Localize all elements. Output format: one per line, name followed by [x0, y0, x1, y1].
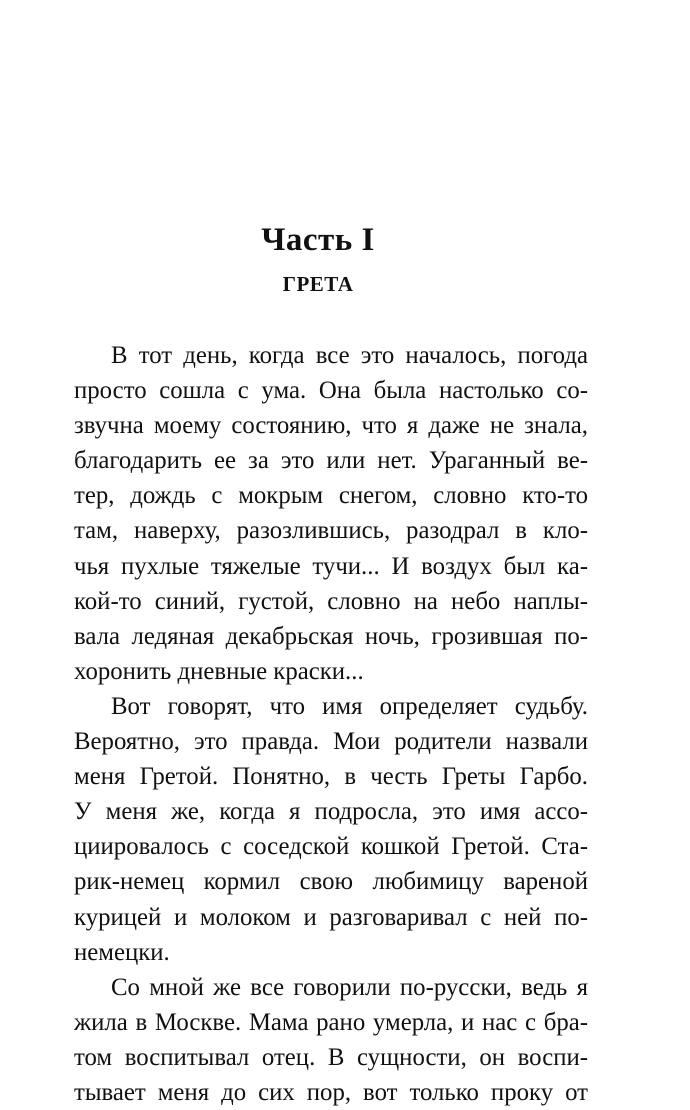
text-line: звучна моему состоянию, что я даже не знала, — [74, 412, 588, 440]
text-line: тер, дождь с мокрым снегом, словно кто-то — [74, 482, 588, 510]
text-line: чья пухлые тяжелые тучи... И воздух был ка- — [74, 552, 588, 580]
body-text — [74, 338, 588, 1110]
part-title: Часть I — [261, 222, 375, 258]
text-line: курицей и молоком и разговаривал с ней по- — [74, 903, 588, 931]
text-line: кой-то синий, густой, словно на небо наплы- — [74, 587, 588, 615]
paragraph — [74, 689, 588, 970]
text-line: немецки. — [74, 938, 170, 966]
chapter-title: ГРЕТА — [282, 272, 354, 296]
text-line: Со мной же все говорили по-русски, ведь я — [111, 973, 588, 1001]
text-line: циировалось с соседской кошкой Гретой. Ста- — [74, 833, 588, 861]
text-line: вала ледяная декабрьская ночь, грозившая по- — [74, 622, 588, 650]
text-line: У меня же, когда я подросла, это имя ассо- — [74, 798, 588, 826]
text-line: хоронить дневные краски... — [74, 657, 364, 685]
text-line: В тот день, когда все это началось, погода — [111, 342, 588, 369]
text-line: просто сошла с ума. Она была настолько со- — [74, 377, 588, 405]
text-line: рик-немец кормил свою любимицу вареной — [74, 868, 588, 896]
text-line: Вот говорят, что имя определяет судьбу. — [111, 692, 588, 720]
text-line: меня Гретой. Понятно, в честь Греты Гарбо. — [74, 763, 588, 791]
text-line: тывает меня до сих пор, вот только проку от — [74, 1078, 588, 1106]
text-line: там, наверху, разозлившись, разодрал в кло- — [74, 517, 588, 545]
paragraph — [74, 338, 588, 689]
text-line: благодарить ее за это или нет. Ураганный ве- — [74, 447, 588, 475]
text-line: том воспитывал отец. В сущности, он воспи- — [74, 1043, 588, 1071]
text-line: жила в Москве. Мама рано умерла, и нас с бра- — [74, 1008, 588, 1036]
text-line: Вероятно, это правда. Мои родители назвали — [74, 728, 588, 756]
paragraph — [74, 970, 588, 1110]
